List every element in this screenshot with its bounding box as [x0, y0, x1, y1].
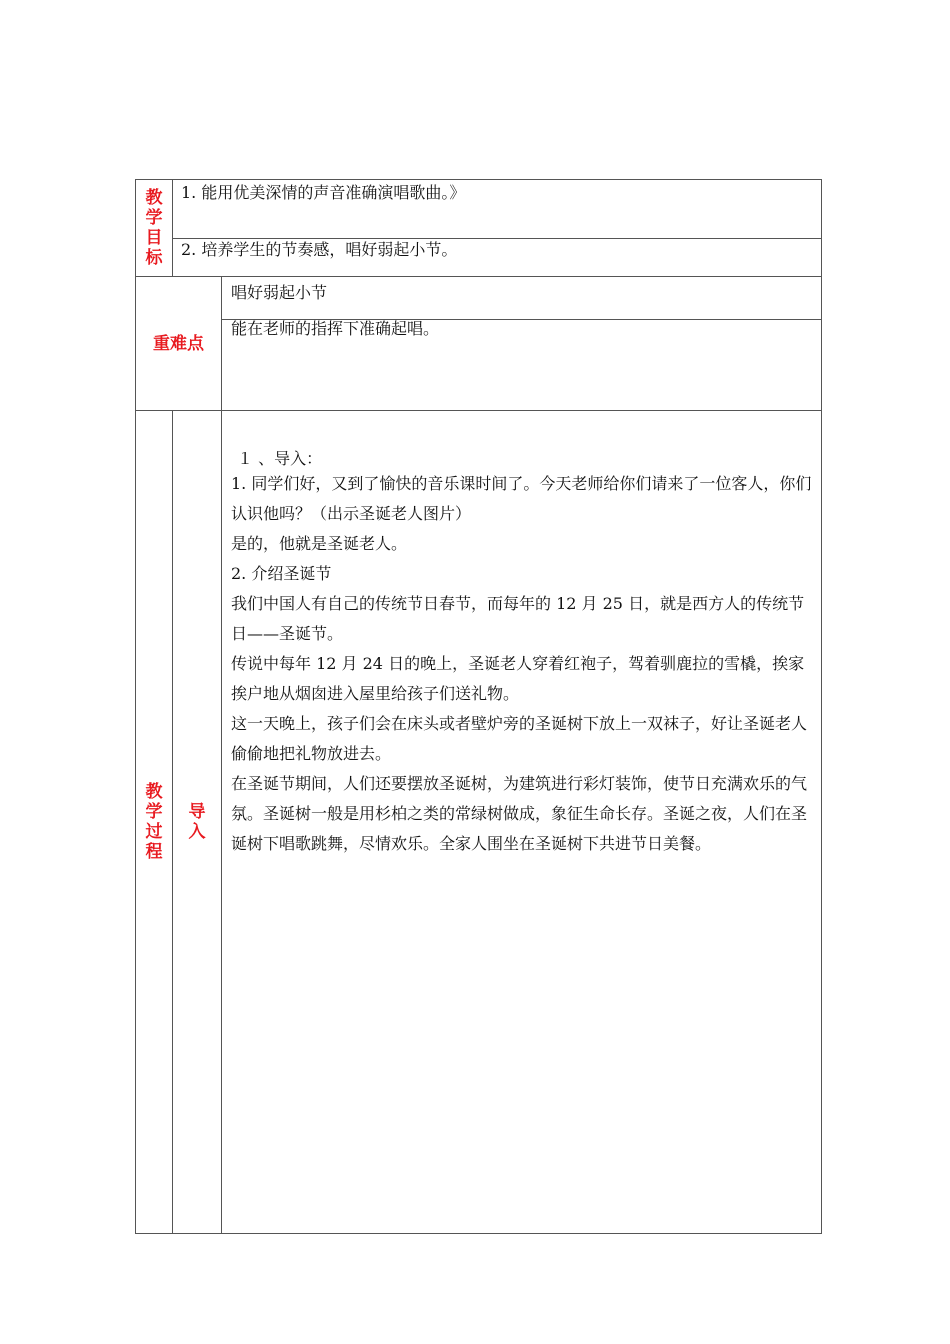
goals-label-char: 目 — [145, 228, 163, 248]
table-bottom-border — [135, 1233, 822, 1234]
keypoint-item-2: 能在老师的指挥下准确起唱。 — [231, 319, 440, 338]
process-label-char: 教 — [145, 782, 163, 802]
process-paragraph: 这一天晚上，孩子们会在床头或者壁炉旁的圣诞树下放上一双袜子，好让圣诞老人偷偷地把礼物放进去。 — [231, 714, 808, 763]
goals-label-char: 学 — [145, 208, 163, 228]
goals-label-divider — [172, 179, 173, 277]
process-paragraph: 1. 同学们好，又到了愉快的音乐课时间了。今天老师给你们请来了一位客人，你们认识他吗？（出示圣诞老人图片） — [231, 474, 812, 523]
goal-item-1: 1. 能用优美深情的声音准确演唱歌曲。》 — [181, 183, 466, 202]
keypoints-label-divider — [221, 276, 222, 411]
goals-label-char: 标 — [145, 248, 163, 268]
process-paragraph: 我们中国人有自己的传统节日春节，而每年的 12 月 25 日，就是西方人的传统节日——圣诞节。 — [231, 594, 805, 643]
process-label-char: 学 — [145, 802, 163, 822]
keypoints-bottom-border — [135, 410, 822, 411]
table-right-border — [821, 179, 822, 1234]
process-heading: １ 、导入： — [237, 449, 323, 468]
process-paragraph: 是的，他就是圣诞老人。 — [231, 534, 408, 553]
stage-label-char: 入 — [188, 822, 206, 842]
process-label — [136, 780, 172, 864]
process-label-char: 程 — [145, 842, 163, 862]
process-content — [231, 448, 813, 859]
goal-item-2: 2. 培养学生的节奏感，唱好弱起小节。 — [181, 240, 458, 259]
process-paragraph: 2. 介绍圣诞节 — [231, 564, 332, 583]
process-stage-divider — [221, 410, 222, 1234]
goals-bottom-border — [135, 276, 822, 277]
keypoints-label: 重难点 — [153, 334, 204, 354]
process-paragraph: 在圣诞节期间，人们还要摆放圣诞树，为建筑进行彩灯装饰，使节日充满欢乐的气氛。圣诞树一般是用杉柏之类的常绿树做成，象征生命长存。圣诞之夜，人们在圣诞树下唱歌跳舞，尽情欢乐。全家人围坐在圣诞树下共进节日美餐。 — [231, 774, 808, 853]
process-paragraph: 传说中每年 12 月 24 日的晚上，圣诞老人穿着红袍子，驾着驯鹿拉的雪橇，挨家挨户地从烟囱进入屋里给孩子们送礼物。 — [231, 654, 805, 703]
process-stage-label — [173, 800, 221, 844]
goals-label-char: 教 — [145, 188, 163, 208]
goals-label — [136, 180, 172, 276]
keypoint-item-1: 唱好弱起小节 — [231, 283, 328, 302]
process-label-char: 过 — [145, 822, 163, 842]
stage-label-char: 导 — [188, 802, 206, 822]
